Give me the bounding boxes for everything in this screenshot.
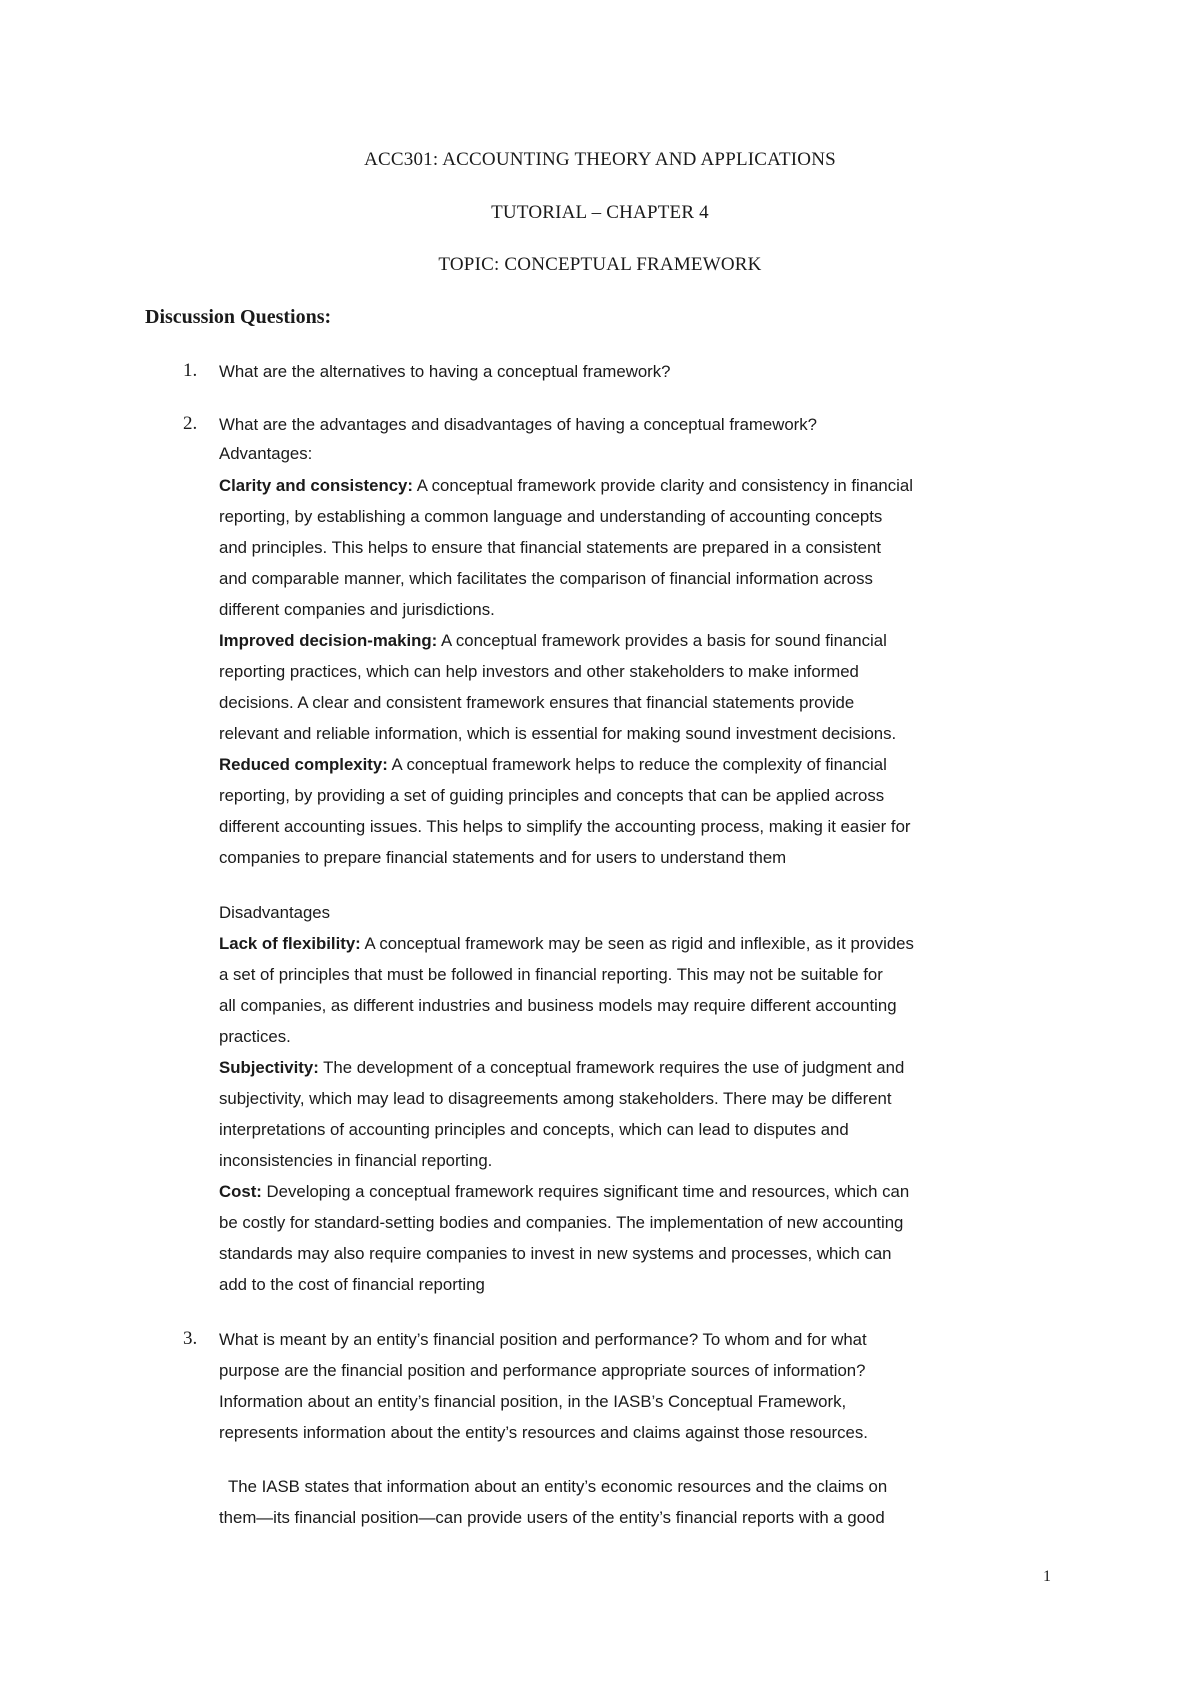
disadvantage-3-line: add to the cost of financial reporting xyxy=(219,1275,485,1294)
disadvantages-heading: Disadvantages xyxy=(219,903,331,922)
page-number: 1 xyxy=(1043,1568,1051,1585)
advantage-2-line: decisions. A clear and consistent framework ensures that financial statements provide xyxy=(219,693,855,712)
question-3-line: Information about an entity’s financial position, in the IASB’s Conceptual Framework, xyxy=(219,1392,847,1411)
advantage-3-line: different accounting issues. This helps to simplify the accounting process, making it easier for xyxy=(219,817,911,836)
advantage-2-line: reporting practices, which can help investors and other stakeholders to make informed xyxy=(219,662,859,681)
disadvantage-1-line: Lack of flexibility: A conceptual framework may be seen as rigid and inflexible, as it provides xyxy=(219,934,914,953)
disadvantage-1-line: practices. xyxy=(219,1027,291,1046)
advantage-1-line: and comparable manner, which facilitates the comparison of financial information across xyxy=(219,569,873,588)
advantage-1-term: Clarity and consistency: xyxy=(219,476,413,495)
advantage-3-line: companies to prepare financial statements and for users to understand them xyxy=(219,848,787,867)
disadvantage-2-line: interpretations of accounting principles and concepts, which can lead to disputes and xyxy=(219,1120,849,1139)
disadvantage-2-line: inconsistencies in financial reporting. xyxy=(219,1151,493,1170)
question-3-line: them—its financial position—can provide users of the entity’s financial reports with a good xyxy=(219,1508,885,1527)
disadvantage-3-line: Cost: Developing a conceptual framework requires significant time and resources, which can xyxy=(219,1182,910,1201)
section-title: Discussion Questions: xyxy=(145,306,332,328)
advantage-2-line: relevant and reliable information, which is essential for making sound investment decisions. xyxy=(219,724,897,743)
advantage-2-line: Improved decision-making: A conceptual framework provides a basis for sound financial xyxy=(219,631,887,650)
question-2-number: 2. xyxy=(183,413,198,434)
question-3-line: purpose are the financial position and performance appropriate sources of information? xyxy=(219,1361,866,1380)
disadvantage-1-line: all companies, as different industries and business models may require different accounting xyxy=(219,996,897,1015)
question-1-number: 1. xyxy=(183,360,198,381)
advantage-2-term: Improved decision-making: xyxy=(219,631,438,650)
advantage-1-line: Clarity and consistency: A conceptual framework provide clarity and consistency in financial xyxy=(219,476,913,495)
question-3-line: The IASB states that information about an entity’s economic resources and the claims on xyxy=(219,1477,888,1496)
question-3-number: 3. xyxy=(183,1328,198,1349)
topic-title: TOPIC: CONCEPTUAL FRAMEWORK xyxy=(438,254,762,275)
advantage-1-line: different companies and jurisdictions. xyxy=(219,600,495,619)
disadvantage-1-line: a set of principles that must be followed in financial reporting. This may not be suitable for xyxy=(219,965,883,984)
question-3-line: What is meant by an entity’s financial position and performance? To whom and for what xyxy=(219,1330,867,1349)
advantage-3-line: Reduced complexity: A conceptual framework helps to reduce the complexity of financial xyxy=(219,755,887,774)
advantage-3-line: reporting, by providing a set of guiding principles and concepts that can be applied across xyxy=(219,786,885,805)
disadvantage-3-line: standards may also require companies to invest in new systems and processes, which can xyxy=(219,1244,892,1263)
question-2-text: What are the advantages and disadvantages of having a conceptual framework? xyxy=(219,415,817,434)
disadvantage-2-term: Subjectivity: xyxy=(219,1058,319,1077)
question-3-line: represents information about the entity’s resources and claims against those resources. xyxy=(219,1423,868,1442)
disadvantage-3-term: Cost: xyxy=(219,1182,262,1201)
disadvantage-1-term: Lack of flexibility: xyxy=(219,934,361,953)
advantage-1-line: and principles. This helps to ensure that financial statements are prepared in a consistent xyxy=(219,538,881,557)
tutorial-title: TUTORIAL – CHAPTER 4 xyxy=(491,202,709,223)
course-title: ACC301: ACCOUNTING THEORY AND APPLICATIONS xyxy=(364,149,836,170)
disadvantage-2-line: subjectivity, which may lead to disagreements among stakeholders. There may be different xyxy=(219,1089,892,1108)
disadvantage-3-line: be costly for standard-setting bodies and companies. The implementation of new accounting xyxy=(219,1213,904,1232)
question-1-text: What are the alternatives to having a conceptual framework? xyxy=(219,362,671,381)
advantage-1-line: reporting, by establishing a common language and understanding of accounting concepts xyxy=(219,507,883,526)
disadvantage-2-line: Subjectivity: The development of a conceptual framework requires the use of judgment and xyxy=(219,1058,905,1077)
advantages-heading: Advantages: xyxy=(219,444,313,463)
advantage-3-term: Reduced complexity: xyxy=(219,755,388,774)
